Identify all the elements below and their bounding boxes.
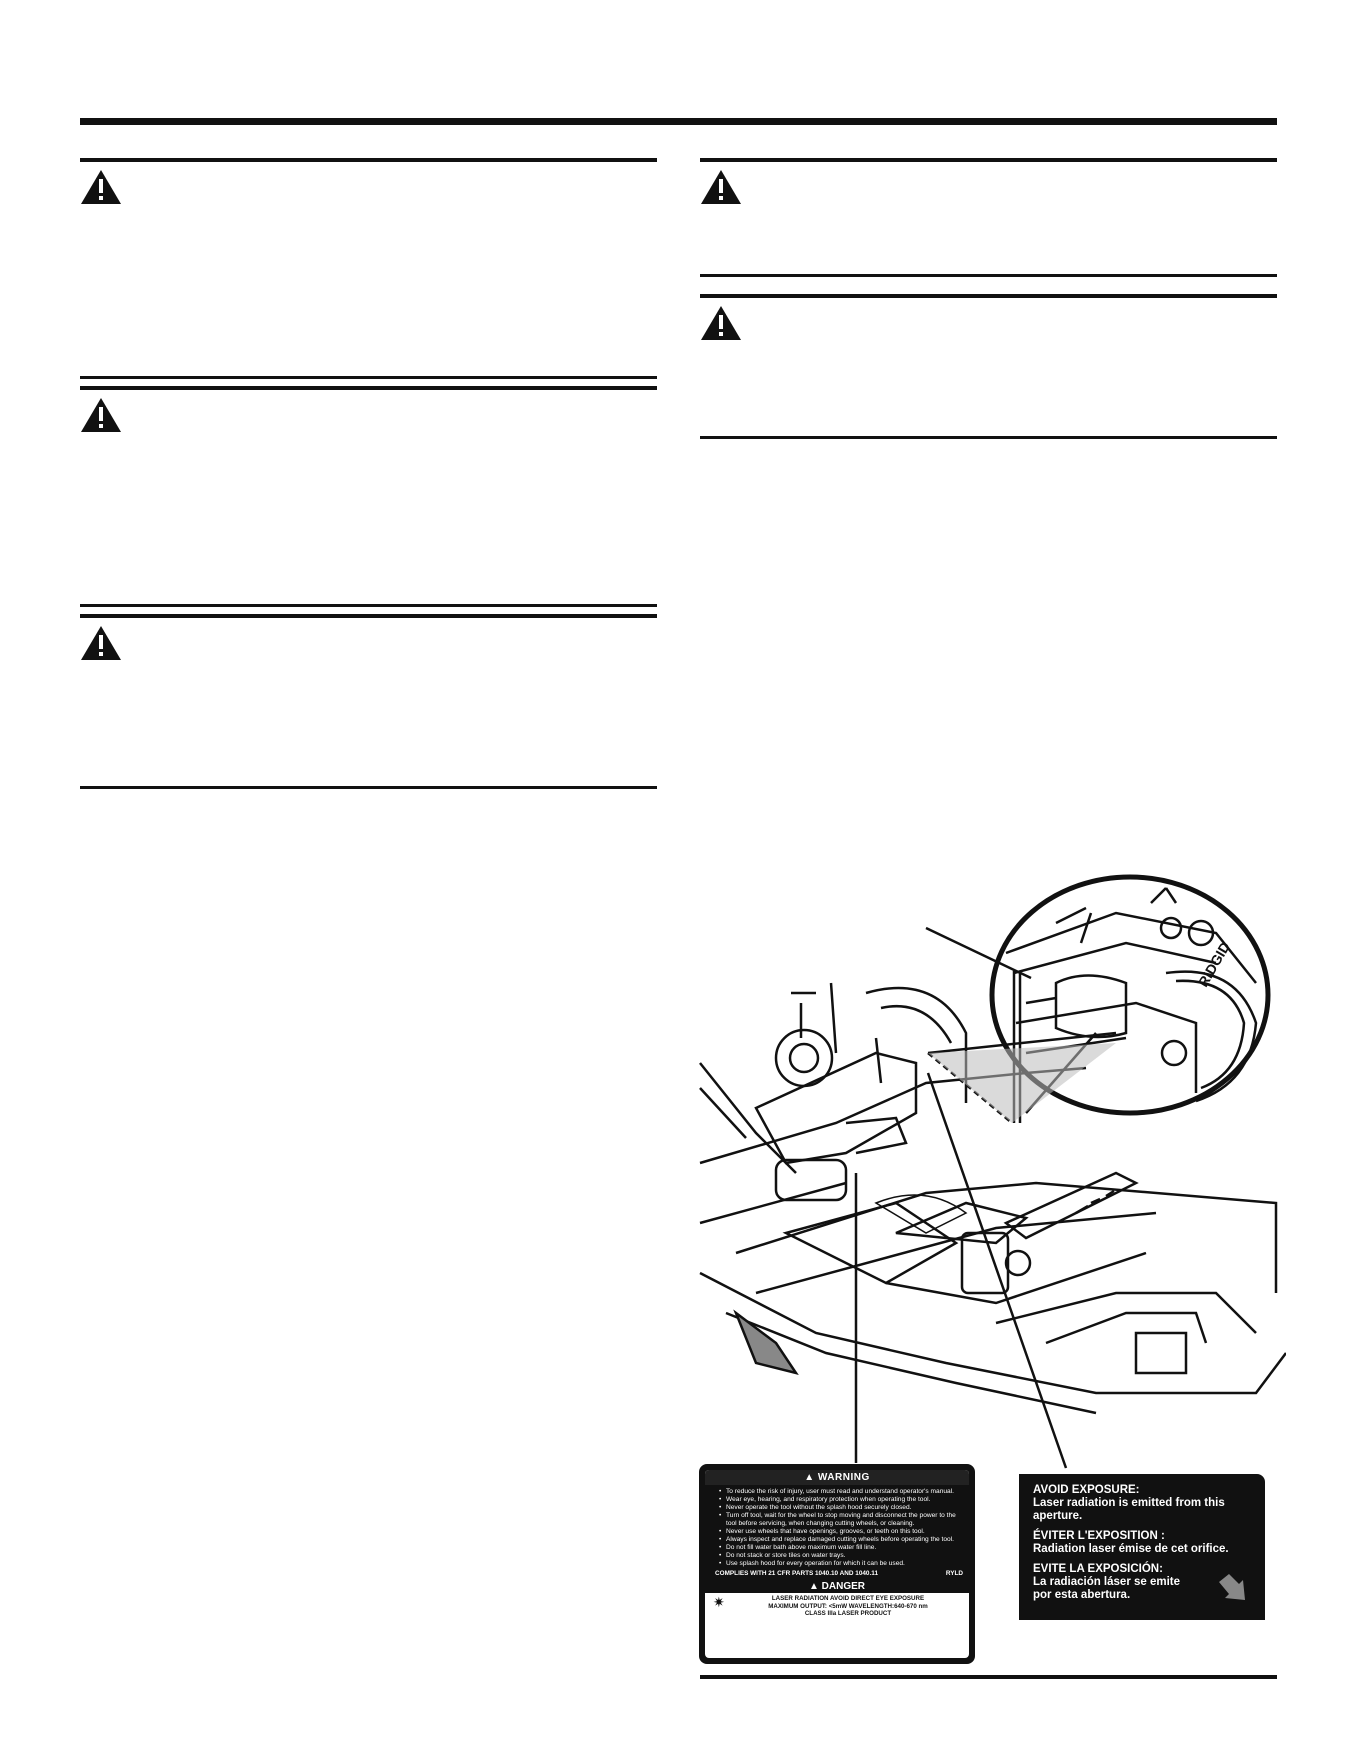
danger-line-1: LASER RADIATION AVOID DIRECT EYE EXPOSURE [771,1595,925,1602]
list-item: • Always inspect and replace damaged cutting wheels before operating the tool. [719,1536,963,1544]
warning-block-rule [700,294,1277,298]
warning-block-3 [80,614,657,789]
laser-fr [1033,1530,1251,1556]
warning-triangle-icon [80,624,122,662]
compliance-line [715,1570,963,1578]
danger-line-2: MAXIMUM OUTPUT: <5mW WAVELENGTH:640-670 nm [768,1602,928,1610]
warning-block-rule [80,376,657,379]
laser-aperture-decal [1019,1474,1265,1620]
list-item: • Never operate the tool without the splash hood securely closed. [719,1504,963,1512]
warning-decal-title: WARNING [817,1472,870,1483]
warning-block-rule [700,436,1277,439]
laser-fr-text: Radiation laser émise de cet orifice. [1033,1543,1229,1555]
laser-es [1033,1563,1193,1602]
list-item: • Turn off tool, wait for the wheel to stop moving and disconnect the power to the tool before servicing, when changing cutting wheels, or cleaning. [719,1512,963,1528]
laser-star-icon: ✷ [713,1594,725,1610]
page-top-rule [80,118,1277,125]
warning-block-1 [80,158,657,378]
warning-block-2 [80,386,657,606]
list-item: • Wear eye, hearing, and respiratory protection when operating the tool. [719,1496,963,1504]
warning-triangle-icon: ▲ [808,1581,819,1592]
warning-decal-list [715,1488,963,1568]
warning-block-rule [700,158,1277,162]
warning-block-separator [700,274,1277,277]
compliance-text: COMPLIES WITH 21 CFR PARTS 1040.10 AND 1040.11 [715,1570,879,1577]
warning-decal [699,1464,975,1664]
danger-body [705,1593,969,1618]
warning-block-rule [80,786,657,789]
warning-triangle-icon [700,168,742,206]
list-item: • Use splash hood for every operation for which it can be used. [719,1560,963,1568]
warning-block-rule [80,386,657,390]
warning-block-rule [80,614,657,618]
laser-fr-title: ÉVITER L'EXPOSITION : [1033,1530,1165,1542]
laser-en-text: Laser radiation is emitted from this aperture. [1033,1497,1225,1522]
warning-decal-inner [705,1470,969,1658]
list-item: • Do not fill water bath above maximum water fill line. [719,1544,963,1552]
laser-es-title: EVITE LA EXPOSICIÓN: [1033,1563,1163,1575]
danger-line-3: CLASS IIIa LASER PRODUCT [804,1610,892,1617]
page-bottom-rule [700,1675,1277,1679]
laser-es-text: La radiación láser se emite por esta abertura. [1033,1576,1181,1601]
decal-code: RYLD [945,1570,963,1577]
danger-header [705,1580,969,1593]
svg-text:RIDGID: RIDGID [1194,939,1234,990]
laser-en-title: AVOID EXPOSURE: [1033,1484,1140,1496]
warning-triangle-icon: ▲ [804,1472,815,1483]
warning-decal-body [705,1485,969,1580]
list-item: • Never use wheels that have openings, grooves, or teeth on this tool. [719,1528,963,1536]
laser-en [1033,1484,1251,1523]
list-item: • To reduce the risk of injury, user must read and understand operator's manual. [719,1488,963,1496]
warning-triangle-icon [700,304,742,342]
warning-block-5 [700,294,1277,440]
warning-block-4 [700,158,1277,278]
warning-block-rule [80,158,657,162]
list-item: • Do not stack or store tiles on water trays. [719,1552,963,1560]
warning-triangle-icon [80,168,122,206]
warning-triangle-icon [80,396,122,434]
danger-title: DANGER [821,1581,866,1592]
warning-decal-header [705,1470,969,1485]
warning-block-rule [80,604,657,607]
aperture-arrow-icon [1217,1572,1247,1602]
